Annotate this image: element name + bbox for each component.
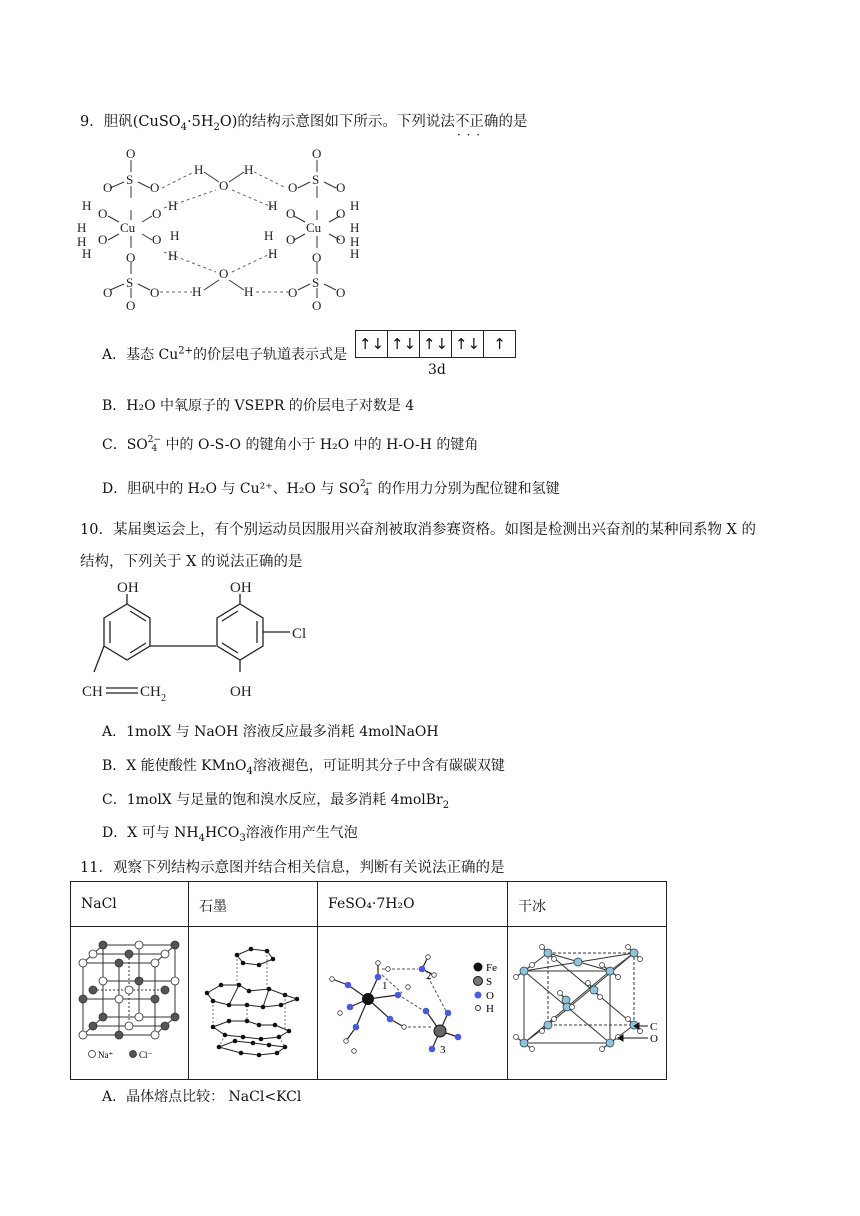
svg-text:O: O xyxy=(288,180,298,195)
emphasis-not-correct: 不正确 · · · xyxy=(455,114,499,130)
svg-text:H: H xyxy=(350,246,360,261)
nacl-picture xyxy=(71,927,189,1080)
svg-text:O: O xyxy=(288,285,298,300)
svg-text:O: O xyxy=(286,206,296,221)
svg-text:O: O xyxy=(126,146,136,161)
svg-text:O: O xyxy=(336,232,346,247)
svg-text:H: H xyxy=(194,162,204,177)
svg-text:O: O xyxy=(150,285,160,300)
svg-text:O: O xyxy=(336,285,346,300)
orbital-box: ↑↓ xyxy=(388,331,420,357)
svg-text:O: O xyxy=(219,178,229,193)
svg-text:S: S xyxy=(126,172,134,187)
svg-text:O: O xyxy=(312,298,322,310)
q10-stem-line2: 结构，下列关于 X 的说法正确的是 xyxy=(80,554,303,570)
svg-text:O: O xyxy=(336,206,346,221)
svg-text:2: 2 xyxy=(161,693,166,704)
svg-text:H: H xyxy=(77,234,87,249)
svg-text:H: H xyxy=(244,284,254,299)
svg-text:O: O xyxy=(126,250,136,265)
svg-text:H: H xyxy=(77,220,87,235)
svg-text:H: H xyxy=(168,198,178,213)
svg-text:H: H xyxy=(170,228,180,243)
svg-text:H: H xyxy=(350,198,360,213)
orbital-box: ↑ xyxy=(493,335,506,353)
svg-text:O: O xyxy=(152,232,162,247)
q11-option-a[interactable]: A．晶体熔点比较： NaCl<KCl xyxy=(102,1089,302,1105)
dry-ice-picture xyxy=(508,927,667,1080)
svg-text:O: O xyxy=(98,232,108,247)
svg-text:H: H xyxy=(264,228,274,243)
structure-table xyxy=(70,881,667,1080)
svg-text:Cu: Cu xyxy=(120,220,136,235)
header-feso4: FeSO₄·7H₂O xyxy=(318,882,508,927)
svg-text:H: H xyxy=(268,198,278,213)
compound-x-structure xyxy=(70,576,330,708)
svg-text:H: H xyxy=(168,248,178,263)
svg-text:H: H xyxy=(350,220,360,235)
svg-text:H: H xyxy=(82,198,92,213)
graphite-picture xyxy=(189,927,318,1080)
svg-text:O: O xyxy=(152,206,162,221)
svg-text:O: O xyxy=(103,285,113,300)
q10-option-d[interactable]: D．X 可与 $NH_4HCO_3$溶液作用产生气泡 xyxy=(102,825,358,844)
vinyl-ch-label: CH xyxy=(82,684,103,700)
svg-text:S: S xyxy=(312,275,320,290)
vinyl-ch2-label: CH xyxy=(140,684,161,700)
header-nacl: NaCl xyxy=(71,882,189,927)
q9-option-b[interactable]: B．H₂O 中氧原子的 VSEPR 的价层电子对数是 4 xyxy=(102,398,415,414)
cl-label: Cl xyxy=(292,626,307,642)
svg-text:H: H xyxy=(192,284,202,299)
q9-option-c[interactable]: C．SO2− 4 中的 O-S-O 的键角小于 H₂O 中的 H-O-H 的键角 xyxy=(102,435,479,454)
oh-label-2: OH xyxy=(230,580,252,596)
orbital-diagram-3d xyxy=(355,330,516,358)
svg-text:H: H xyxy=(82,246,92,261)
header-graphite: 石墨 xyxy=(189,882,318,927)
svg-text:O: O xyxy=(486,990,494,1002)
svg-text:O: O xyxy=(219,266,229,281)
svg-text:3: 3 xyxy=(440,1044,446,1056)
orbital-box: ↑↓ xyxy=(356,331,388,357)
svg-text:S: S xyxy=(126,275,134,290)
svg-text:Na⁺: Na⁺ xyxy=(98,1050,114,1060)
svg-text:Fe: Fe xyxy=(486,962,497,974)
svg-text:Cu: Cu xyxy=(306,220,322,235)
svg-text:H: H xyxy=(350,234,360,249)
svg-text:O: O xyxy=(103,180,113,195)
svg-text:O: O xyxy=(312,146,322,161)
svg-text:Cl⁻: Cl⁻ xyxy=(139,1050,153,1060)
q9-stem: 9．胆矾$(CuSO_4\cdot 5H_2O)$的结构示意图如下所示。下列说法不正确 · · ·的是 xyxy=(80,110,527,133)
q9-option-d[interactable]: D．胆矾中的 H₂O 与 Cu²⁺、H₂O 与 SO2− 4 的作用力分别为配位键和氢键 xyxy=(102,479,560,498)
svg-text:S: S xyxy=(486,976,493,988)
svg-text:H: H xyxy=(244,162,254,177)
svg-text:1: 1 xyxy=(382,980,388,992)
oh-label-3: OH xyxy=(230,684,252,700)
svg-text:H: H xyxy=(486,1003,494,1015)
svg-text:O: O xyxy=(98,206,108,221)
svg-text:S: S xyxy=(312,172,320,187)
copper-sulfate-structure xyxy=(74,140,364,310)
svg-text:O: O xyxy=(650,1033,658,1045)
svg-text:O: O xyxy=(126,298,136,310)
svg-text:2: 2 xyxy=(426,970,432,982)
orbital-box: ↑↓ xyxy=(452,331,484,357)
oh-label-1: OH xyxy=(117,580,139,596)
svg-text:O: O xyxy=(312,250,322,265)
q10-option-c[interactable]: C．1molX 与足量的饱和溴水反应，最多消耗 4molBr$_2$ xyxy=(102,792,450,811)
q9-option-a[interactable]: A．基态 $Cu^{2+}$的价层电子轨道表示式是 xyxy=(102,345,348,363)
svg-text:H: H xyxy=(268,246,278,261)
feso4-picture xyxy=(318,927,508,1080)
q10-option-a[interactable]: A．1molX 与 NaOH 溶液反应最多消耗 4molNaOH xyxy=(102,724,439,740)
orbital-box: ↑↓ xyxy=(420,331,452,357)
svg-text:O: O xyxy=(286,232,296,247)
svg-text:C: C xyxy=(650,1021,658,1033)
q10-stem-line1: 10．某届奥运会上，有个别运动员因服用兴奋剂被取消参赛资格。如图是检测出兴奋剂的某种同系物 X 的 xyxy=(80,522,756,538)
orbital-label: 3d xyxy=(428,362,446,378)
header-dry-ice: 干冰 xyxy=(508,882,667,927)
svg-text:O: O xyxy=(336,180,346,195)
svg-text:O: O xyxy=(150,180,160,195)
q10-option-b[interactable]: B．X 能使酸性 KMnO$_4$溶液褪色，可证明其分子中含有碳碳双键 xyxy=(102,758,505,777)
q11-stem: 11．观察下列结构示意图并结合相关信息，判断有关说法正确的是 xyxy=(80,860,505,876)
